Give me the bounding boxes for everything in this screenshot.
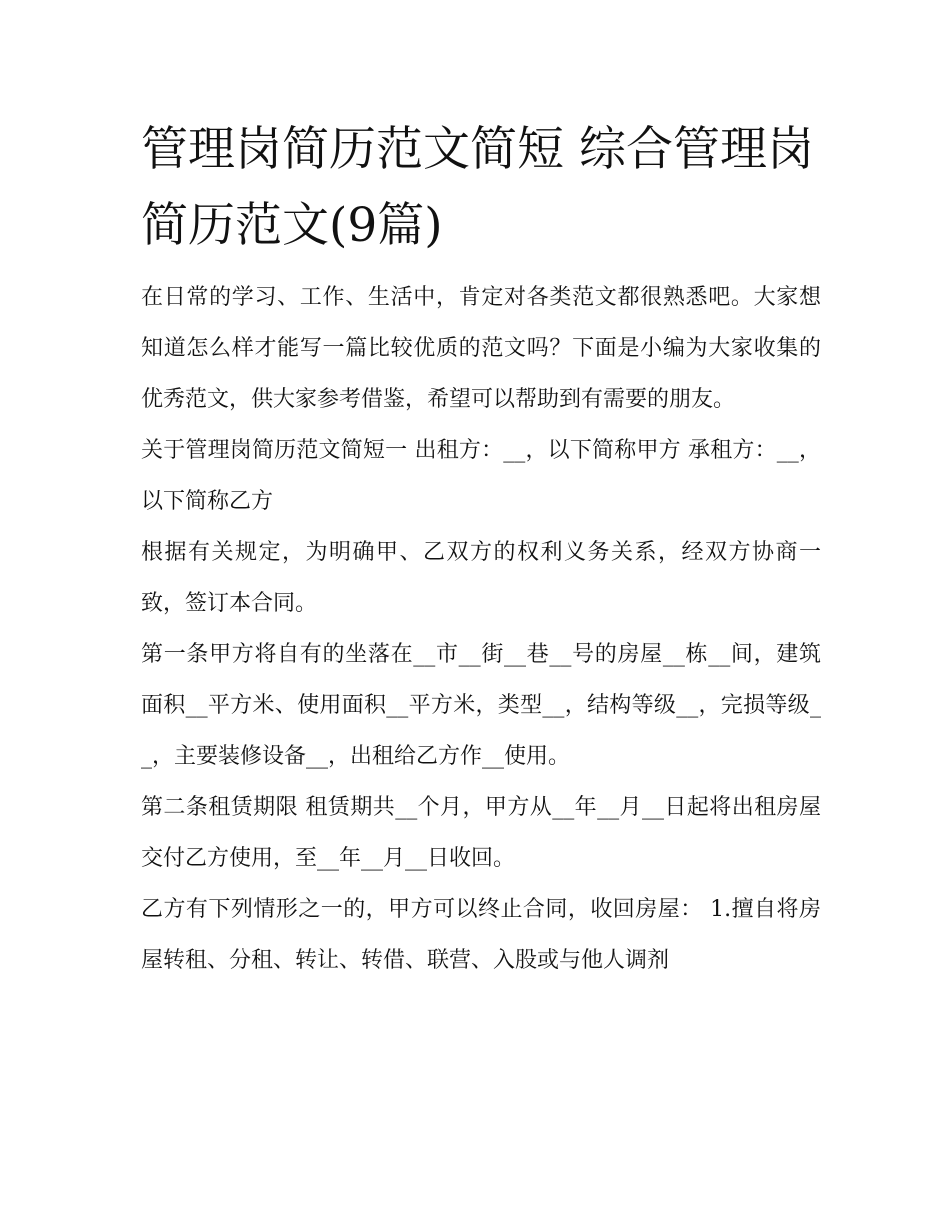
paragraph-termination: 乙方有下列情形之一的，甲方可以终止合同，收回房屋： 1.擅自将房屋转租、分租、转让、转借、联营、入股或与他人调剂 xyxy=(141,897,821,973)
paragraph-intro: 在日常的学习、工作、生活中，肯定对各类范文都很熟悉吧。大家想知道怎么样才能写一篇比较优质的范文吗？下面是小编为大家收集的优秀范文，供大家参考借鉴，希望可以帮助到有需要的朋友。 xyxy=(141,285,821,412)
paragraph-agreement: 根据有关规定，为明确甲、乙双方的权利义务关系，经双方协商一致，签订本合同。 xyxy=(141,540,821,616)
document-page xyxy=(141,112,821,986)
paragraph-article-1: 第一条甲方将自有的坐落在__市__街__巷__号的房屋__栋__间，建筑面积__平方米、使用面积__平方米，类型__，结构等级__，完损等级__，主要装修设备__，出租给乙方作__使用。 xyxy=(141,642,821,769)
document-title: 管理岗简历范文简短 综合管理岗简历范文(9篇) xyxy=(141,122,814,253)
paragraph-parties: 关于管理岗简历范文简短一 出租方：__，以下简称甲方 承租方：__，以下简称乙方 xyxy=(141,438,821,514)
paragraph-article-2: 第二条租赁期限 租赁期共__个月，甲方从__年__月__日起将出租房屋交付乙方使用，至__年__月__日收回。 xyxy=(141,795,821,871)
